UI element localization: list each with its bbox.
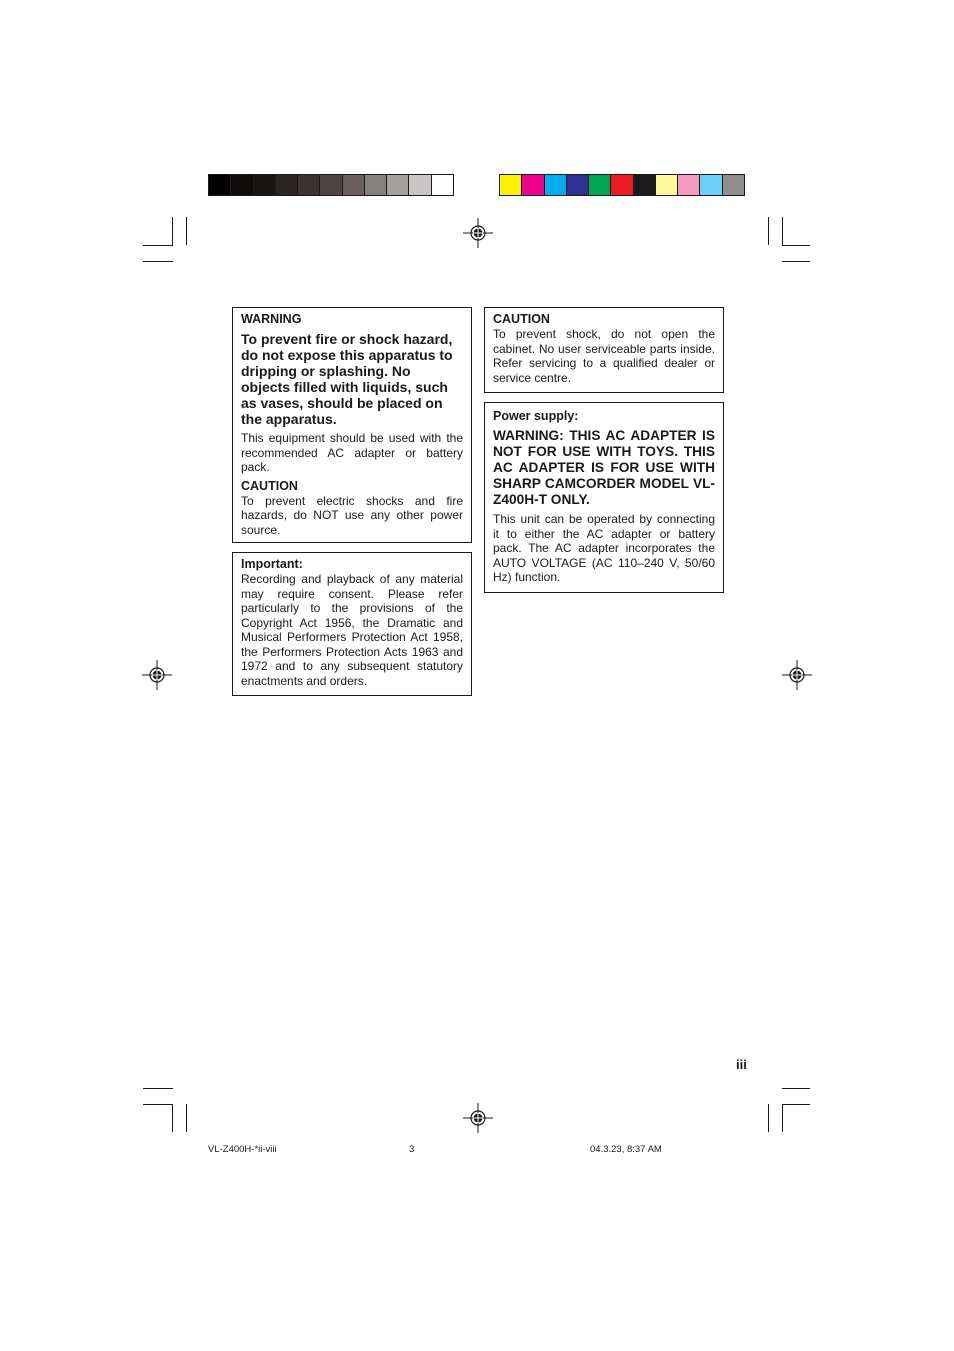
crop-mark	[143, 245, 173, 246]
color-swatch	[276, 175, 298, 195]
color-swatch	[209, 175, 231, 195]
important-heading: Important:	[241, 557, 303, 571]
color-swatch	[589, 175, 611, 195]
caution-box	[484, 307, 724, 393]
color-swatch	[567, 175, 589, 195]
crop-mark	[782, 245, 810, 246]
power-supply-body: This unit can be operated by connecting it to either the AC adapter or battery pack. The AC adapter incorporates the AUTO VOLTAGE (AC 110–240 V, 50/60 Hz) function.	[493, 512, 715, 584]
color-calibration-bar	[499, 174, 745, 196]
color-swatch	[298, 175, 320, 195]
registration-mark-icon	[782, 660, 812, 690]
color-swatch	[522, 175, 544, 195]
crop-mark	[143, 1088, 173, 1089]
important-body: Recording and playback of any material may require consent. Please refer particularly to the provisions of the Copyright Act 1956, the Dramatic and Musical Performers Protection Act 1958, the Performers Protection Acts 1963 and 1972 and to any subsequent statutory enactments and orders.	[241, 572, 463, 688]
crop-mark	[782, 1088, 810, 1089]
color-swatch	[545, 175, 567, 195]
power-supply-warning: WARNING: THIS AC ADAPTER IS NOT FOR USE WITH TOYS. THIS AC ADAPTER IS FOR USE WITH SHARP CAMCORDER MODEL VL-Z400H-T ONLY.	[493, 428, 715, 507]
footer-timestamp: 04.3.23, 8:37 AM	[590, 1144, 662, 1155]
color-swatch	[634, 175, 656, 195]
caution-body: To prevent shock, do not open the cabinet. No user serviceable parts inside. Refer servicing to a qualified dealer or service centre.	[493, 327, 715, 385]
registration-mark-icon	[463, 218, 493, 248]
color-swatch	[320, 175, 342, 195]
crop-mark	[768, 1104, 769, 1132]
crop-mark	[782, 1104, 810, 1105]
footer-file: VL-Z400H-*ii-viii	[208, 1144, 277, 1155]
warning-emphasis: To prevent fire or shock hazard, do not expose this apparatus to dripping or splashing. No objects filled with liquids, such as vases, should be placed on the apparatus.	[241, 331, 453, 427]
crop-mark	[782, 217, 783, 245]
color-swatch	[409, 175, 431, 195]
color-swatch	[611, 175, 633, 195]
crop-mark	[172, 1104, 173, 1132]
crop-mark	[143, 1104, 173, 1105]
color-swatch	[387, 175, 409, 195]
crop-mark	[143, 261, 173, 262]
color-swatch	[254, 175, 276, 195]
registration-mark-icon	[142, 660, 172, 690]
power-supply-box	[484, 402, 724, 593]
page-number: iii	[736, 1057, 747, 1072]
warning-caution-heading: CAUTION	[241, 478, 298, 493]
crop-mark	[172, 217, 173, 245]
crop-mark	[186, 217, 187, 245]
color-swatch	[432, 175, 453, 195]
crop-mark	[186, 1104, 187, 1132]
important-box	[232, 552, 472, 696]
warning-heading: WARNING	[241, 312, 302, 326]
color-swatch	[500, 175, 522, 195]
grey-scale-bar	[208, 174, 454, 196]
crop-mark	[768, 217, 769, 245]
color-swatch	[678, 175, 700, 195]
color-swatch	[656, 175, 678, 195]
color-swatch	[700, 175, 722, 195]
color-swatch	[231, 175, 253, 195]
warning-box	[232, 307, 472, 543]
footer-sheet: 3	[409, 1144, 415, 1155]
color-swatch	[723, 175, 744, 195]
warning-body: This equipment should be used with the recommended AC adapter or battery pack.	[241, 431, 463, 474]
warning-caution-body: To prevent electric shocks and fire hazards, do NOT use any other power source.	[241, 493, 463, 537]
crop-mark	[782, 1104, 783, 1132]
registration-mark-icon	[463, 1103, 493, 1133]
power-supply-heading: Power supply:	[493, 409, 579, 423]
color-swatch	[365, 175, 387, 195]
crop-mark	[782, 261, 810, 262]
color-swatch	[343, 175, 365, 195]
caution-heading: CAUTION	[493, 312, 550, 326]
